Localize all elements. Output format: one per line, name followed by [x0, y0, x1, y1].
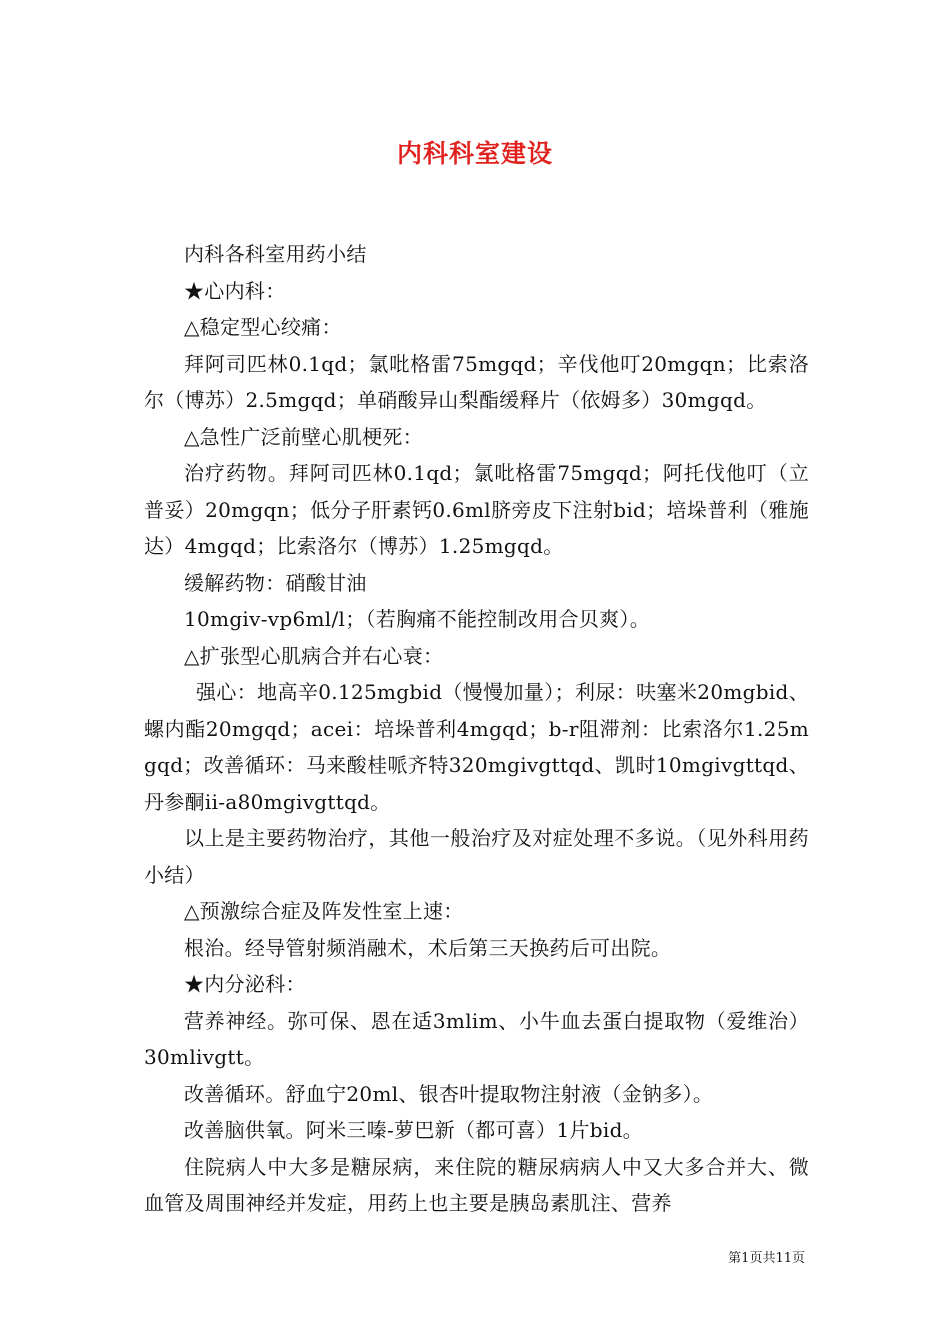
paragraph-neuro-nutrition: 营养神经。弥可保、恩在适3mlim、小牛血去蛋白提取物（爱维治）30mlivgtt。: [144, 1008, 809, 1069]
paragraph-angina-drugs: 拜阿司匹林0.1qd；氯吡格雷75mgqd；辛伐他叮20mgqn；比索洛尔（博苏）2.5mgqd；单硝酸异山梨酯缓释片（依姆多）30mgqd。: [144, 351, 809, 412]
subsection-heading-infarction: △急性广泛前壁心肌梗死：: [184, 424, 423, 449]
paragraph-relief-drugs: 缓解药物：硝酸甘油: [184, 570, 367, 595]
paragraph-infarction-drugs: 治疗药物。拜阿司匹林0.1qd；氯吡格雷75mgqd；阿托伐他叮（立普妥）20mgqn；低分子肝素钙0.6ml脐旁皮下注射bid；培垛普利（雅施达）4mgqd；比索洛尔（博苏）1.25mgqd。: [144, 461, 809, 558]
paragraph-diabetes-note: 住院病人中大多是糖尿病，来住院的糖尿病病人中又大多合并大、微血管及周围神经并发症，用药上也主要是胰岛素肌注、营养: [144, 1154, 809, 1215]
section-heading-endocrinology: ★内分泌科：: [184, 972, 306, 996]
paragraph-nitroglycerin-dose: 10mgiv-vp6ml/l；（若胸痛不能控制改用合贝爽）。: [184, 607, 650, 631]
subsection-heading-preexcitation: △预激综合症及阵发性室上速：: [184, 899, 464, 923]
paragraph-treatment-note: 以上是主要药物治疗，其他一般治疗及对症处理不多说。（见外科用药小结）: [144, 826, 809, 887]
paragraph-circulation: 改善循环。舒血宁20ml、银杏叶提取物注射液（金钠多）。: [184, 1081, 714, 1106]
paragraph-cardiomyopathy-drugs: 强心：地高辛0.125mgbid（慢慢加量）；利尿：呋塞米20mgbid、螺内酯20mgqd；acei：培垛普利4mgqd；b-r阻滞剂：比索洛尔1.25mgqd；改善循环：马来酸桂哌齐特320mgivgttqd、凯时10mgivgttqd、丹参酮ii-a80mgivgttqd。: [144, 680, 809, 814]
paragraph-summary-heading: 内科各科室用药小结: [184, 242, 367, 266]
subsection-heading-cardiomyopathy: △扩张型心肌病合并右心衰：: [184, 643, 444, 668]
page-number-footer: 第1页共11页: [728, 1251, 805, 1266]
document-body: [144, 236, 809, 1222]
paragraph-ablation: 根治。经导管射频消融术，术后第三天换药后可出院。: [184, 935, 672, 960]
subsection-heading-angina: △稳定型心绞痛：: [184, 315, 342, 339]
paragraph-brain-oxygen: 改善脑供氧。阿米三嗪-萝巴新（都可喜）1片bid。: [184, 1118, 643, 1142]
document-title: 内科科室建设: [396, 139, 553, 168]
section-heading-cardiology: ★心内科：: [184, 278, 286, 303]
